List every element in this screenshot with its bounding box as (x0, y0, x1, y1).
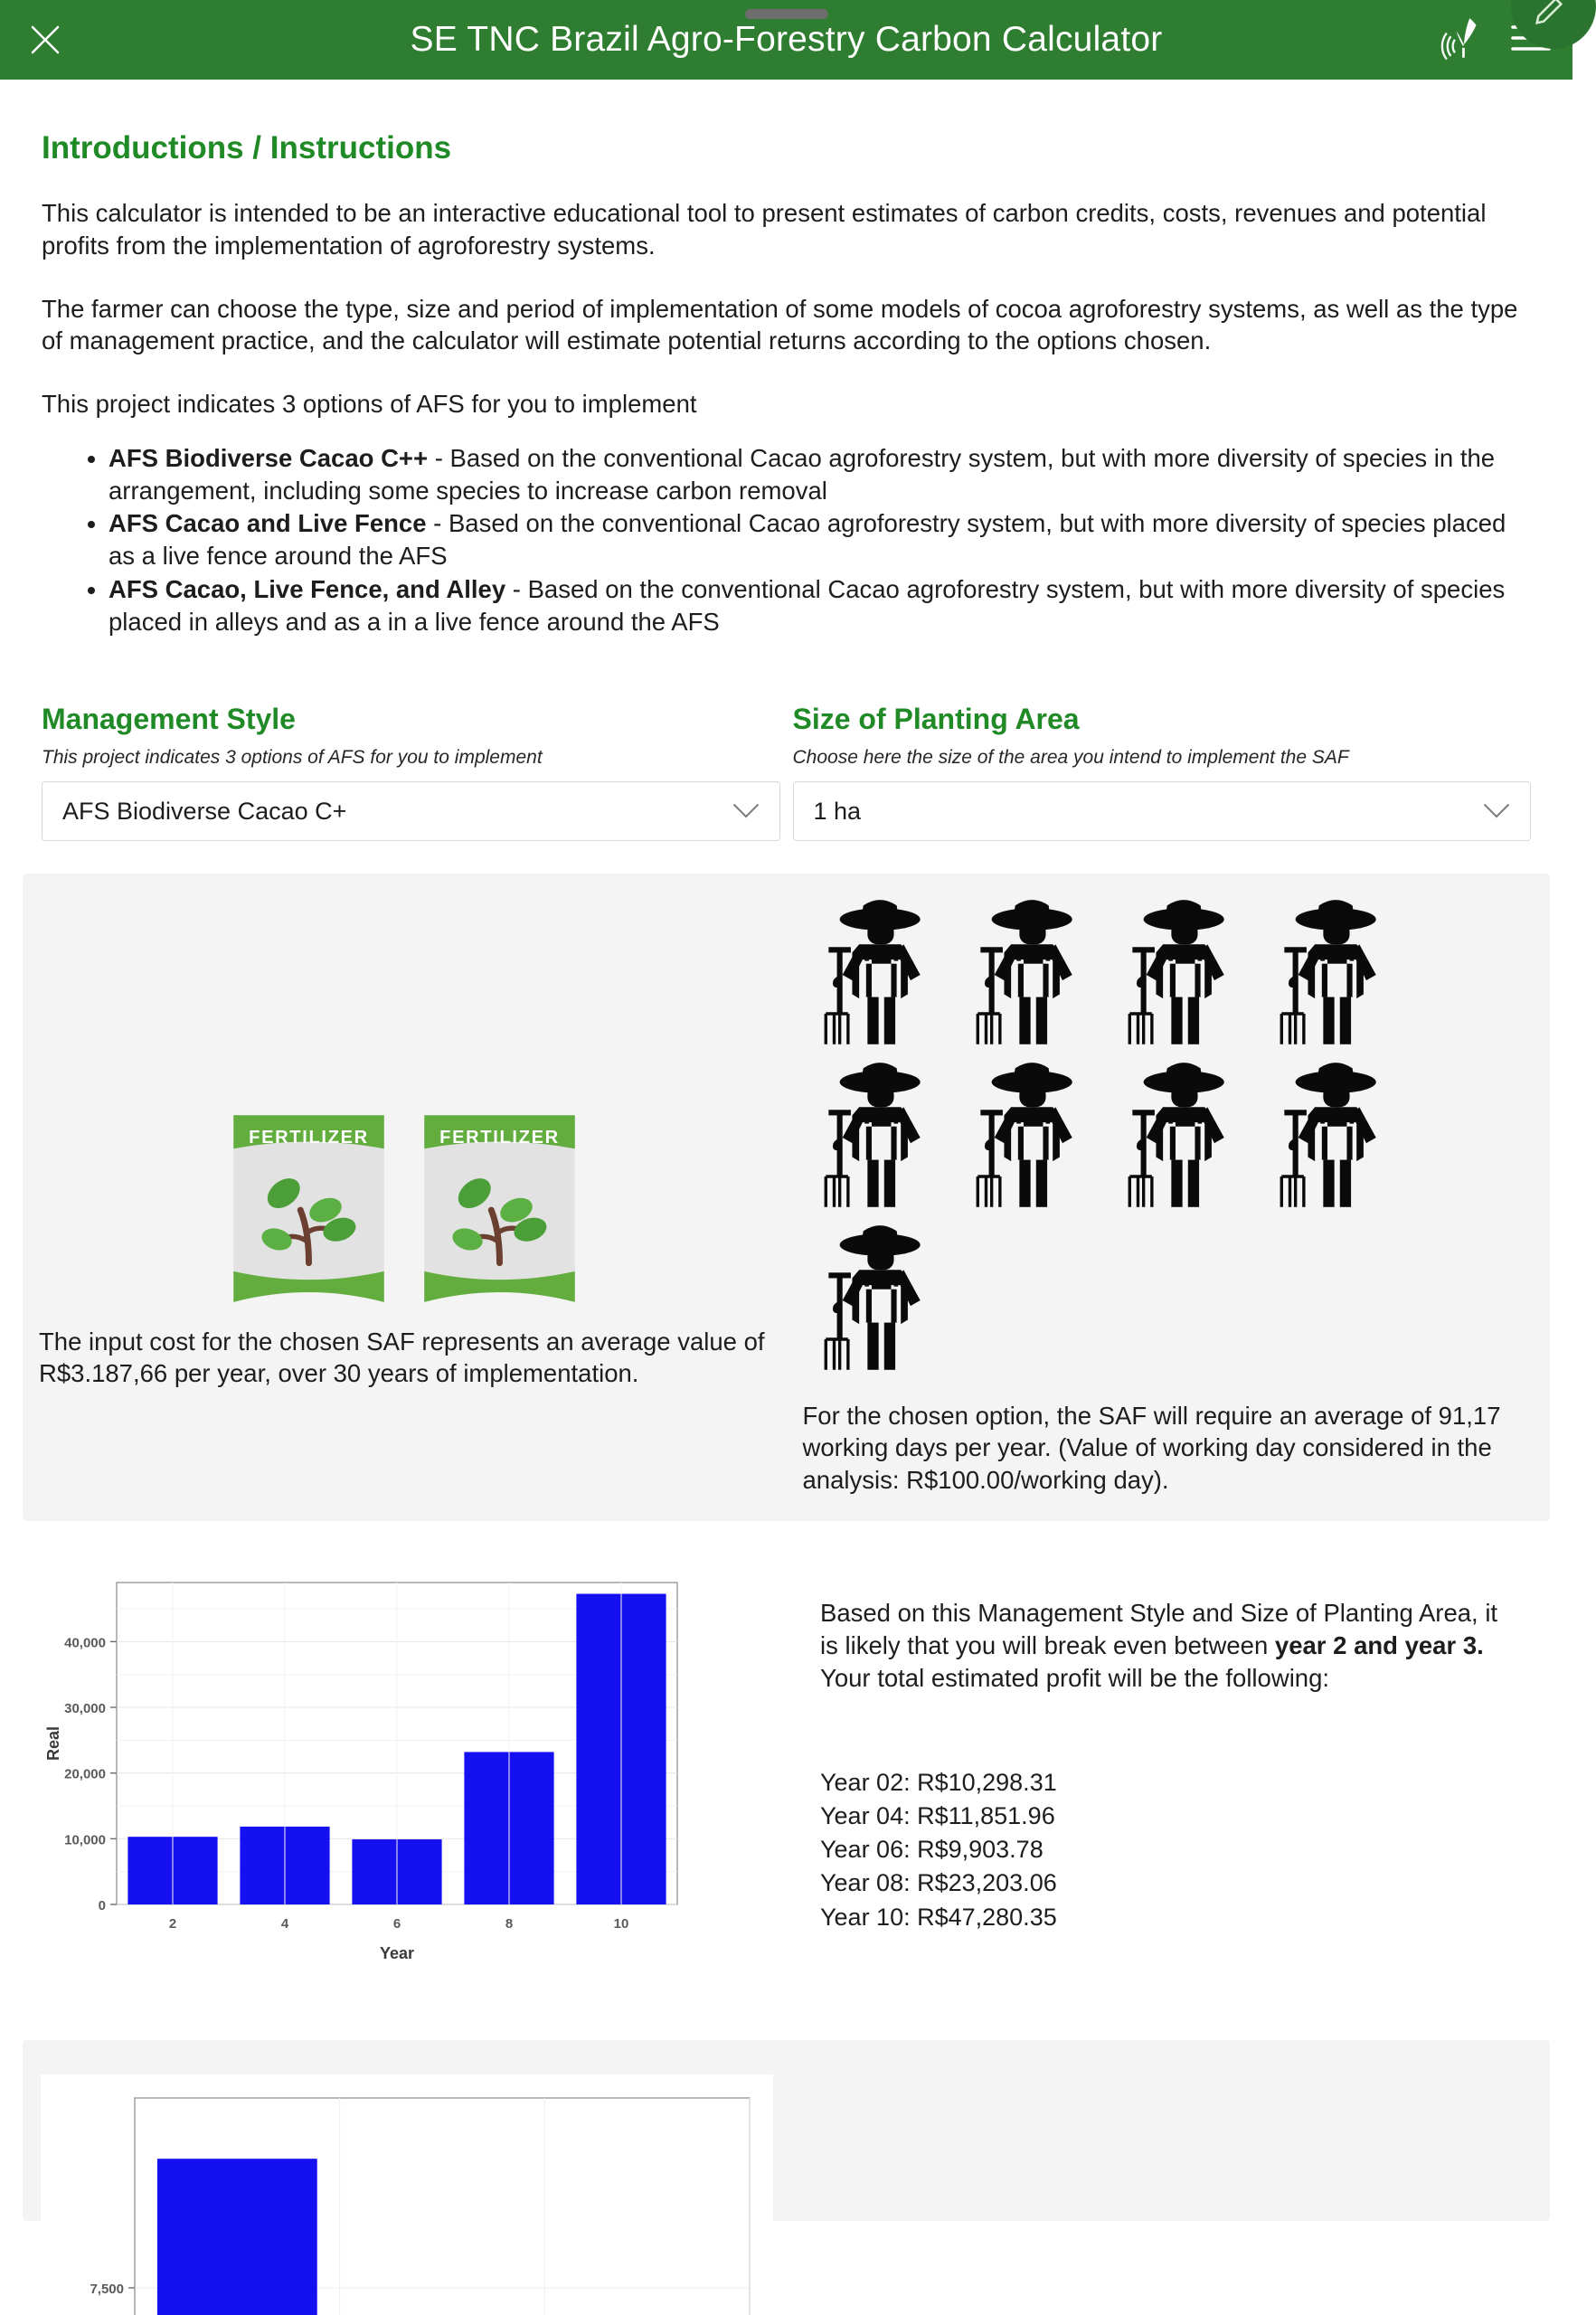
afs-option-description: - Based on the conventional Cacao agroforestry system, but with more diversity of species placed in alleys and as a in a live fence around the AFS (109, 574, 1506, 636)
management-style-label: Management Style (42, 703, 296, 736)
list-item: Year 10: R$47,280.35 (820, 1903, 1057, 1931)
intro-paragraph-1: This calculator is intended to be an interactive educational tool to present estimates of carbon credits, costs, revenues and potential profits from the implementation of agroforestry systems. (42, 199, 1487, 260)
close-icon (26, 21, 64, 59)
farmer-icon (1259, 1060, 1399, 1215)
list-item: Year 08: R$23,203.06 (820, 1869, 1057, 1897)
planting-area-value: 1 ha (813, 797, 862, 825)
management-style-select[interactable] (42, 781, 780, 841)
pencil-icon (1531, 0, 1567, 29)
svg-text:7,500: 7,500 (90, 2281, 124, 2297)
labor-requirement-block (787, 874, 1551, 1521)
close-button[interactable] (20, 14, 71, 65)
list-item (109, 442, 1531, 507)
farmer-icon (1107, 1060, 1247, 1215)
tnc-logo-button[interactable] (1437, 12, 1489, 69)
farmer-icon (955, 1060, 1095, 1215)
management-style-value: AFS Biodiverse Cacao C+ (62, 797, 347, 825)
fertilizer-bag-label: FERTILIZER (249, 1128, 370, 1148)
farmer-icon (803, 1223, 943, 1378)
break-even-text-after: Your total estimated profit will be the following: (820, 1664, 1330, 1693)
app-header (0, 0, 1572, 80)
intro-paragraph-2: The farmer can choose the type, size and period of implementation of some models of cocoa agroforestry systems, as well as the type of management practice, and the calculator will estimate potential returns according to the options chosen. (42, 294, 1518, 355)
secondary-chart-panel (23, 2040, 1550, 2297)
chevron-down-icon (1483, 803, 1510, 819)
management-style-field-group (42, 703, 780, 841)
svg-text:10: 10 (613, 1915, 629, 1932)
page-title: Introductions / Instructions (42, 130, 452, 165)
farmer-icon (803, 897, 943, 1053)
svg-text:30,000: 30,000 (64, 1700, 106, 1716)
sheet-drag-handle[interactable] (745, 9, 828, 19)
fertilizer-bag-icon (225, 1107, 392, 1316)
yearly-profit-list (820, 1766, 1514, 1934)
selection-form (42, 703, 1531, 841)
list-item (109, 507, 1531, 572)
tnc-logo-icon (1437, 12, 1489, 64)
afs-options-list (109, 442, 1531, 638)
planting-area-field-group (793, 703, 1532, 841)
farmer-icon (1107, 897, 1247, 1053)
planting-area-select[interactable] (793, 781, 1532, 841)
list-item: Year 04: R$11,851.96 (820, 1801, 1055, 1829)
afs-option-description: - Based on the conventional Cacao agroforestry system, but with more diversity of species placed as a live fence around the AFS (109, 509, 1506, 570)
farmer-icon (1259, 897, 1399, 1053)
afs-option-name: AFS Cacao and Live Fence (109, 509, 427, 538)
fertilizer-bag-icon (416, 1107, 583, 1316)
list-item: Year 06: R$9,903.78 (820, 1836, 1044, 1864)
profit-results-section (0, 1555, 1572, 1977)
svg-text:8: 8 (505, 1915, 514, 1932)
inputs-summary-panel (23, 874, 1550, 1521)
afs-option-name: AFS Biodiverse Cacao C++ (109, 443, 429, 472)
fertilizer-bag-group (39, 890, 770, 1316)
break-even-text-bold: year 2 and year 3. (1274, 1631, 1484, 1660)
farmer-icon-grid (803, 890, 1535, 1391)
management-style-hint: This project indicates 3 options of AFS for you to implement (42, 747, 543, 769)
svg-text:10,000: 10,000 (64, 1832, 106, 1848)
planting-area-label: Size of Planting Area (792, 703, 1080, 736)
afs-option-name: AFS Cacao, Live Fence, and Alley (109, 574, 506, 603)
list-item (109, 573, 1531, 638)
list-item: Year 02: R$10,298.31 (820, 1768, 1057, 1796)
svg-text:6: 6 (392, 1915, 401, 1932)
profit-summary-text-block (800, 1555, 1550, 1977)
svg-text:20,000: 20,000 (64, 1766, 106, 1782)
secondary-chart-card (41, 2074, 773, 2301)
fertilizer-bag-label: FERTILIZER (439, 1128, 561, 1148)
svg-text:40,000: 40,000 (64, 1635, 106, 1651)
svg-text:2: 2 (168, 1915, 177, 1932)
page-content (0, 130, 1572, 841)
svg-text:Year: Year (379, 1943, 415, 1962)
profit-bar-chart (39, 1572, 690, 1970)
farmer-icon (955, 897, 1095, 1053)
app-title: SE TNC Brazil Agro-Forestry Carbon Calculator (410, 20, 1163, 59)
profit-chart-card (23, 1555, 800, 1977)
fertilizer-cost-block (23, 874, 787, 1521)
labor-requirement-caption: For the chosen option, the SAF will require an average of 91,17 working days per year. (Value of working day considered in the analysis: R$100.00/working day). (802, 1402, 1501, 1494)
svg-text:0: 0 (98, 1897, 106, 1913)
svg-text:Real: Real (44, 1725, 62, 1761)
chevron-down-icon (732, 803, 760, 819)
profit-chart-container (23, 1555, 800, 1977)
secondary-bar-chart (48, 2085, 771, 2311)
intro-paragraph-3: This project indicates 3 options of AFS for you to implement (42, 390, 697, 418)
farmer-icon (803, 1060, 943, 1215)
svg-text:4: 4 (280, 1915, 289, 1932)
afs-option-description: - Based on the conventional Cacao agroforestry system, but with more diversity of species in the arrangement, including some species to increase carbon removal (109, 443, 1496, 505)
planting-area-hint: Choose here the size of the area you intend to implement the SAF (792, 747, 1349, 769)
fertilizer-cost-caption: The input cost for the chosen SAF represents an average value of R$3.187,66 per year, over 30 years of implementation. (39, 1327, 765, 1387)
break-even-text (820, 1597, 1514, 1696)
break-even-text-before: Based on this Management Style and Size of Planting Area, it is likely that you will break even between (820, 1598, 1498, 1660)
